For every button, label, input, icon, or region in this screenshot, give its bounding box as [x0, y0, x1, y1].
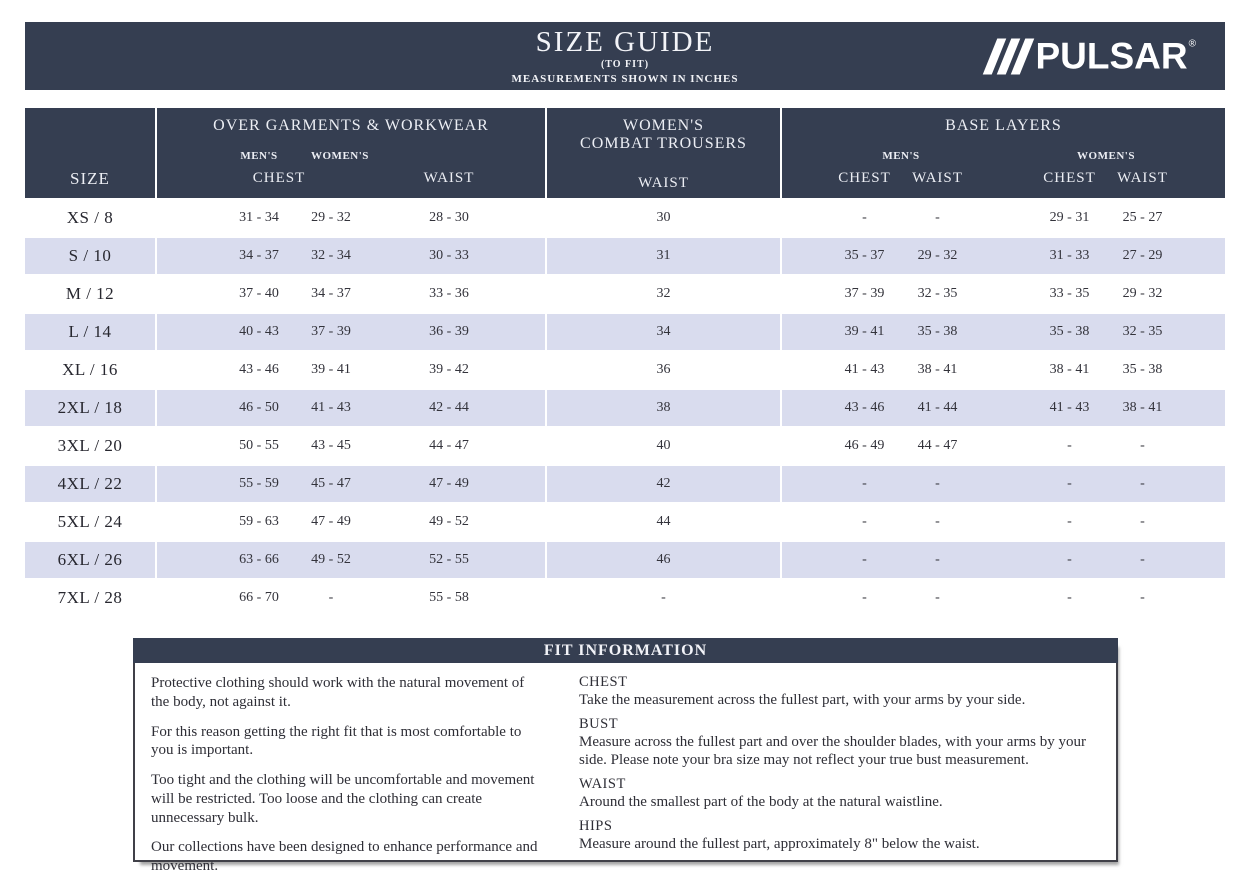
cell-combat-waist: 30 — [656, 210, 671, 225]
top-banner — [25, 22, 1225, 90]
table-row — [25, 464, 1225, 502]
bl-mens-waist-label: WAIST — [912, 170, 963, 186]
bl-womens-chest-label: CHEST — [1043, 170, 1096, 186]
banner-titles — [512, 27, 739, 86]
cell-group-base-layers — [780, 274, 1225, 312]
base-layers-subheaders — [828, 108, 1225, 198]
cell-group-combat — [545, 464, 780, 502]
cell-combat-waist: 38 — [656, 400, 671, 415]
cell-bl-mens-waist: 44 - 47 — [917, 438, 958, 453]
brand-name: PULSAR — [1035, 35, 1188, 77]
cell-group-combat — [545, 312, 780, 350]
cell-size: L / 14 — [25, 312, 155, 350]
over-garments-title: OVER GARMENTS & WORKWEAR — [213, 117, 489, 134]
cell-size: 2XL / 18 — [25, 388, 155, 426]
cell-group-combat — [545, 426, 780, 464]
fit-definition-term: WAIST — [579, 776, 626, 792]
page-subtitle: (TO FIT) — [600, 59, 650, 71]
fit-definition-term: BUST — [579, 716, 619, 732]
fit-information-body — [133, 663, 1118, 874]
base-layers-title: BASE LAYERS — [945, 117, 1062, 134]
cell-bl-womens-waist: 32 - 35 — [1122, 324, 1163, 339]
cell-og-womens-chest: 39 - 41 — [311, 362, 351, 377]
cell-combat-waist: 32 — [656, 286, 671, 301]
cell-og-womens-chest: 45 - 47 — [311, 476, 351, 491]
bl-mens-chest-label: CHEST — [838, 170, 891, 186]
cell-bl-mens-waist: - — [935, 210, 940, 225]
cell-group-base-layers — [780, 540, 1225, 578]
cell-group-base-layers — [780, 312, 1225, 350]
cell-bl-womens-waist: 38 - 41 — [1122, 400, 1163, 415]
cell-bl-mens-chest: 35 - 37 — [844, 248, 885, 263]
cell-og-mens-chest: 37 - 40 — [239, 286, 279, 301]
cell-size: 3XL / 20 — [25, 426, 155, 464]
fit-definition — [579, 716, 1098, 769]
cell-og-mens-chest: 34 - 37 — [239, 248, 279, 263]
cell-group-combat — [545, 388, 780, 426]
cell-og-waist: 52 - 55 — [429, 552, 469, 567]
header-over-garments — [155, 108, 545, 198]
cell-combat-waist: 40 — [656, 438, 671, 453]
cell-bl-mens-waist: 38 - 41 — [917, 362, 958, 377]
fit-definition — [579, 776, 1098, 811]
cell-bl-mens-chest: - — [862, 476, 867, 491]
combat-title-line1: WOMEN'S — [623, 117, 704, 134]
cell-bl-womens-chest: - — [1067, 552, 1072, 567]
cell-size: M / 12 — [25, 274, 155, 312]
cell-bl-mens-chest: 46 - 49 — [844, 438, 885, 453]
og-chest-label: CHEST — [252, 170, 306, 186]
cell-size: 4XL / 22 — [25, 464, 155, 502]
cell-group-over-garments — [155, 502, 545, 540]
cell-og-waist: 47 - 49 — [429, 476, 469, 491]
cell-og-womens-chest: 34 - 37 — [311, 286, 351, 301]
table-row — [25, 236, 1225, 274]
cell-bl-womens-waist: 25 - 27 — [1122, 210, 1163, 225]
fit-measurement-definitions — [579, 674, 1098, 852]
cell-og-womens-chest: 41 - 43 — [311, 400, 351, 415]
cell-og-waist: 30 - 33 — [429, 248, 469, 263]
cell-bl-womens-waist: 27 - 29 — [1122, 248, 1163, 263]
cell-bl-womens-waist: 35 - 38 — [1122, 362, 1163, 377]
cell-group-over-garments — [155, 312, 545, 350]
header-base-layers — [780, 108, 1225, 198]
fit-paragraph: Our collections have been designed to enhance performance and movement. — [151, 839, 538, 874]
cell-og-womens-chest: 49 - 52 — [311, 552, 351, 567]
fit-definition-text: Around the smallest part of the body at the natural waistline. — [579, 794, 943, 810]
table-body — [25, 198, 1225, 616]
cell-bl-mens-chest: 37 - 39 — [844, 286, 885, 301]
cell-og-mens-chest: 59 - 63 — [239, 514, 279, 529]
cell-combat-waist: - — [661, 590, 666, 605]
cell-bl-womens-waist: - — [1140, 476, 1145, 491]
pulsar-logo — [990, 35, 1196, 77]
cell-og-womens-chest: 32 - 34 — [311, 248, 351, 263]
cell-og-womens-chest: 37 - 39 — [311, 324, 351, 339]
cell-group-combat — [545, 540, 780, 578]
cell-og-mens-chest: 43 - 46 — [239, 362, 279, 377]
cell-group-base-layers — [780, 236, 1225, 274]
cell-og-waist: 36 - 39 — [429, 324, 469, 339]
cell-bl-womens-waist: - — [1140, 590, 1145, 605]
cell-group-combat — [545, 578, 780, 616]
cell-combat-waist: 34 — [656, 324, 671, 339]
cell-og-womens-chest: 47 - 49 — [311, 514, 351, 529]
cell-og-waist: 44 - 47 — [429, 438, 469, 453]
cell-bl-womens-waist: - — [1140, 514, 1145, 529]
fit-paragraph: For this reason getting the right fit that is most comfortable to you is important. — [151, 723, 522, 759]
table-row — [25, 388, 1225, 426]
cell-size: XS / 8 — [25, 198, 155, 236]
size-column-label: SIZE — [70, 169, 110, 188]
og-mens-label: MEN'S — [240, 150, 278, 162]
cell-bl-womens-waist: 29 - 32 — [1122, 286, 1163, 301]
fit-definition-text: Take the measurement across the fullest part, with your arms by your side. — [579, 692, 1026, 708]
cell-group-over-garments — [155, 350, 545, 388]
cell-og-mens-chest: 40 - 43 — [239, 324, 279, 339]
cell-bl-mens-chest: 43 - 46 — [844, 400, 885, 415]
cell-bl-womens-chest: - — [1067, 590, 1072, 605]
cell-group-over-garments — [155, 388, 545, 426]
cell-size: 7XL / 28 — [25, 578, 155, 616]
cell-combat-waist: 42 — [656, 476, 671, 491]
cell-bl-mens-chest: 39 - 41 — [844, 324, 885, 339]
fit-definition-text: Measure around the fullest part, approximately 8" below the waist. — [579, 836, 980, 852]
cell-bl-womens-chest: 35 - 38 — [1049, 324, 1090, 339]
cell-bl-mens-chest: - — [862, 590, 867, 605]
cell-bl-mens-waist: - — [935, 476, 940, 491]
cell-group-combat — [545, 274, 780, 312]
cell-bl-womens-waist: - — [1140, 552, 1145, 567]
cell-bl-mens-waist: 41 - 44 — [917, 400, 958, 415]
bl-womens-label: WOMEN'S — [1077, 150, 1135, 162]
cell-group-base-layers — [780, 464, 1225, 502]
cell-group-over-garments — [155, 274, 545, 312]
cell-group-base-layers — [780, 198, 1225, 236]
cell-group-base-layers — [780, 502, 1225, 540]
fit-definition — [579, 674, 1098, 709]
cell-og-waist: 28 - 30 — [429, 210, 469, 225]
cell-group-over-garments — [155, 236, 545, 274]
cell-group-combat — [545, 502, 780, 540]
combat-title-line2: COMBAT TROUSERS — [580, 135, 747, 153]
registered-mark: ® — [1188, 38, 1196, 50]
cell-combat-waist: 31 — [656, 248, 671, 263]
cell-og-mens-chest: 31 - 34 — [239, 210, 279, 225]
size-guide-table — [25, 108, 1225, 616]
fit-information-box — [133, 638, 1118, 874]
cell-group-base-layers — [780, 578, 1225, 616]
cell-bl-mens-waist: 32 - 35 — [917, 286, 958, 301]
cell-group-over-garments — [155, 540, 545, 578]
cell-group-base-layers — [780, 350, 1225, 388]
cell-group-over-garments — [155, 426, 545, 464]
cell-bl-mens-chest: 41 - 43 — [844, 362, 885, 377]
table-row — [25, 540, 1225, 578]
cell-bl-womens-chest: 38 - 41 — [1049, 362, 1090, 377]
cell-bl-mens-waist: 29 - 32 — [917, 248, 958, 263]
cell-group-combat — [545, 350, 780, 388]
combat-title — [547, 108, 780, 154]
cell-group-over-garments — [155, 198, 545, 236]
cell-bl-womens-chest: - — [1067, 514, 1072, 529]
og-waist-label: WAIST — [423, 170, 475, 186]
cell-og-mens-chest: 50 - 55 — [239, 438, 279, 453]
cell-bl-mens-chest: - — [862, 552, 867, 567]
fit-advice-paragraphs — [151, 674, 541, 874]
fit-definition-term: CHEST — [579, 674, 628, 690]
fit-definition-text: Measure across the fullest part and over the shoulder blades, with your arms by your side. Please note your bra size may not reflect your true bust measurement. — [579, 734, 1086, 768]
header-size — [25, 108, 155, 198]
cell-bl-womens-chest: 33 - 35 — [1049, 286, 1090, 301]
units-note: MEASUREMENTS SHOWN IN INCHES — [511, 73, 739, 86]
cell-size: S / 10 — [25, 236, 155, 274]
cell-og-waist: 49 - 52 — [429, 514, 469, 529]
cell-og-womens-chest: - — [328, 590, 334, 605]
combat-waist-label: WAIST — [638, 175, 689, 191]
cell-group-base-layers — [780, 426, 1225, 464]
cell-og-mens-chest: 66 - 70 — [239, 590, 279, 605]
cell-group-over-garments — [155, 464, 545, 502]
cell-group-base-layers — [780, 388, 1225, 426]
cell-og-mens-chest: 63 - 66 — [239, 552, 279, 567]
cell-og-mens-chest: 55 - 59 — [239, 476, 279, 491]
fit-definition-term: HIPS — [579, 818, 613, 834]
fit-information-title: FIT INFORMATION — [133, 638, 1118, 663]
table-row — [25, 350, 1225, 388]
fit-definition — [579, 818, 1098, 853]
header-combat-trousers — [545, 108, 780, 198]
table-header-row — [25, 108, 1225, 198]
cell-og-mens-chest: 46 - 50 — [239, 400, 279, 415]
page-title: SIZE GUIDE — [535, 25, 715, 58]
cell-size: 6XL / 26 — [25, 540, 155, 578]
cell-bl-womens-chest: 29 - 31 — [1049, 210, 1090, 225]
cell-combat-waist: 46 — [656, 552, 671, 567]
cell-bl-womens-chest: - — [1067, 476, 1072, 491]
pulsar-slashes-icon — [990, 38, 1027, 74]
cell-og-waist: 33 - 36 — [429, 286, 469, 301]
cell-og-womens-chest: 43 - 45 — [311, 438, 351, 453]
table-row — [25, 426, 1225, 464]
table-row — [25, 274, 1225, 312]
bl-womens-waist-label: WAIST — [1117, 170, 1168, 186]
cell-combat-waist: 36 — [656, 362, 671, 377]
cell-bl-womens-chest: 41 - 43 — [1049, 400, 1090, 415]
table-row — [25, 312, 1225, 350]
cell-og-waist: 55 - 58 — [429, 590, 469, 605]
cell-bl-mens-waist: - — [935, 590, 940, 605]
cell-og-womens-chest: 29 - 32 — [311, 210, 351, 225]
cell-group-over-garments — [155, 578, 545, 616]
cell-group-combat — [545, 236, 780, 274]
cell-bl-mens-chest: - — [862, 210, 867, 225]
cell-size: 5XL / 24 — [25, 502, 155, 540]
table-row — [25, 198, 1225, 236]
cell-og-waist: 39 - 42 — [429, 362, 469, 377]
table-row — [25, 578, 1225, 616]
cell-bl-womens-chest: - — [1067, 438, 1072, 453]
cell-og-waist: 42 - 44 — [429, 400, 469, 415]
cell-size: XL / 16 — [25, 350, 155, 388]
fit-paragraph: Protective clothing should work with the natural movement of the body, not against it. — [151, 675, 525, 710]
og-womens-label: WOMEN'S — [311, 150, 369, 162]
over-garments-subheaders — [207, 108, 545, 198]
cell-combat-waist: 44 — [656, 514, 671, 529]
cell-bl-womens-waist: - — [1140, 438, 1145, 453]
cell-bl-womens-chest: 31 - 33 — [1049, 248, 1090, 263]
cell-bl-mens-waist: 35 - 38 — [917, 324, 958, 339]
cell-bl-mens-waist: - — [935, 552, 940, 567]
bl-mens-label: MEN'S — [882, 150, 920, 162]
cell-group-combat — [545, 198, 780, 236]
cell-bl-mens-waist: - — [935, 514, 940, 529]
table-row — [25, 502, 1225, 540]
cell-bl-mens-chest: - — [862, 514, 867, 529]
fit-paragraph: Too tight and the clothing will be uncomfortable and movement will be restricted. Too loose and the clothing can create unnecessary bulk. — [151, 772, 535, 826]
